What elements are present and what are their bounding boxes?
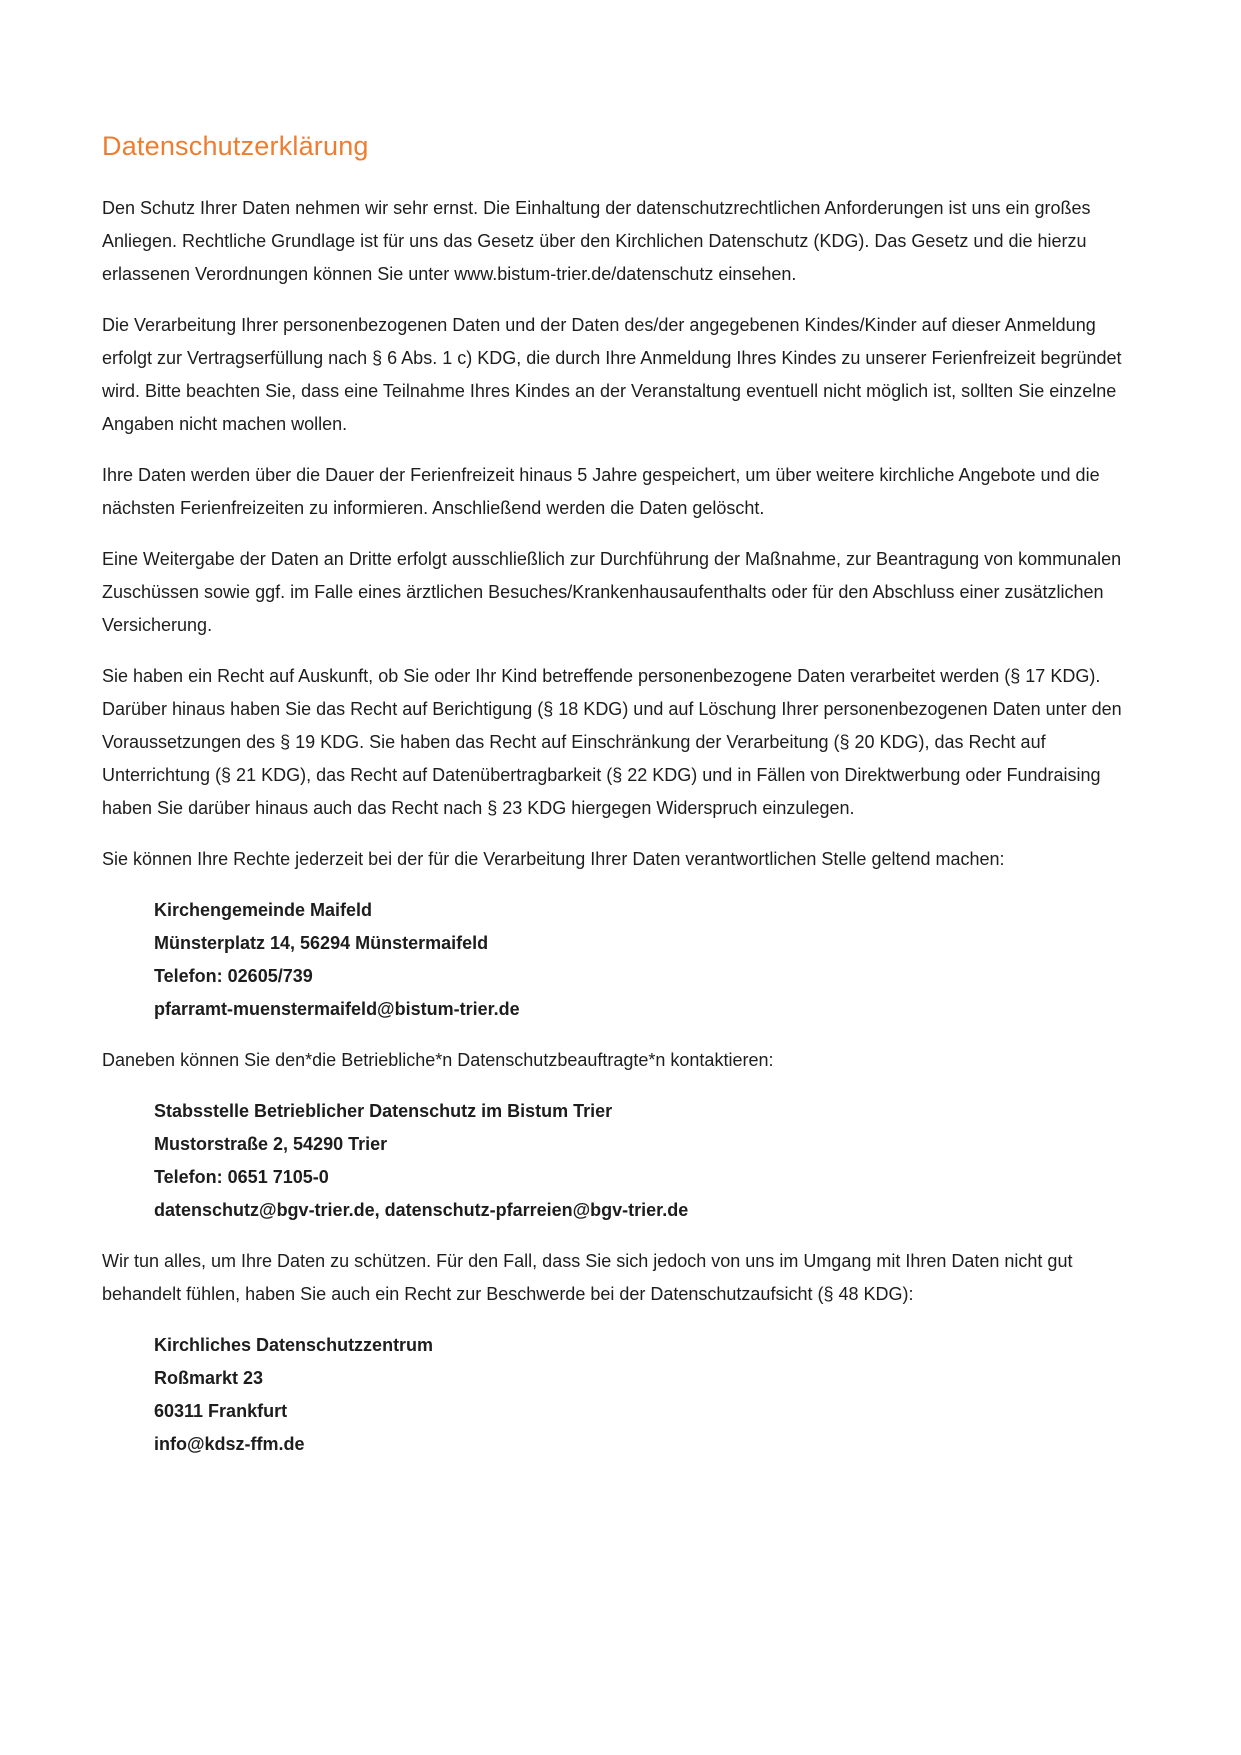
- contact-address: Mustorstraße 2, 54290 Trier: [154, 1134, 388, 1154]
- paragraph-intro: Den Schutz Ihrer Daten nehmen wir sehr ernst. Die Einhaltung der datenschutzrechtlichen Anforderungen ist uns ein großes Anliegen. Rechtliche Grundlage ist für uns das Gesetz über den Kirchlichen Datenschutz (KDG). Das Gesetz und die hierzu erlassenen Verordnungen können Sie unter www.bistum-trier.de/datenschutz einsehen.: [102, 198, 1091, 284]
- paragraph-rights: Sie haben ein Recht auf Auskunft, ob Sie oder Ihr Kind betreffende personenbezogene Daten verarbeitet werden (§ 17 KDG). Darüber hinaus haben Sie das Recht auf Berichtigung (§ 18 KDG) und auf Löschung Ihrer personenbezogenen Daten unter den Voraussetzungen des § 19 KDG. Sie haben das Recht auf Einschränkung der Verarbeitung (§ 20 KDG), das Recht auf Unterrichtung (§ 21 KDG), das Recht auf Datenübertragbarkeit (§ 22 KDG) und in Fällen von Direktwerbung oder Fundraising haben Sie darüber hinaus auch das Recht nach § 23 KDG hiergegen Widerspruch einzulegen.: [102, 666, 1122, 818]
- document-body: [102, 192, 1140, 1461]
- contact-name: Kirchengemeinde Maifeld: [154, 900, 373, 920]
- contact-phone: Telefon: 02605/739: [154, 966, 313, 986]
- page-title: Datenschutzerklärung: [102, 131, 369, 161]
- contact-email: datenschutz@bgv-trier.de, datenschutz-pfarreien@bgv-trier.de: [154, 1200, 689, 1220]
- contact-phone: Telefon: 0651 7105-0: [154, 1167, 329, 1187]
- contact-email: pfarramt-muenstermaifeld@bistum-trier.de: [154, 999, 520, 1019]
- contact-block-authority: [154, 1329, 1140, 1461]
- contact-block-dpo: [154, 1095, 1140, 1227]
- paragraph-retention: Ihre Daten werden über die Dauer der Ferienfreizeit hinaus 5 Jahre gespeichert, um über weitere kirchliche Angebote und die nächsten Ferienfreizeiten zu informieren. Anschließend werden die Daten gelöscht.: [102, 465, 1100, 518]
- paragraph-complaint: Wir tun alles, um Ihre Daten zu schützen. Für den Fall, dass Sie sich jedoch von uns im Umgang mit Ihren Daten nicht gut behandelt fühlen, haben Sie auch ein Recht zur Beschwerde bei der Datenschutzaufsicht (§ 48 KDG):: [102, 1251, 1073, 1304]
- contact-city: 60311 Frankfurt: [154, 1401, 288, 1421]
- paragraph-processing: Die Verarbeitung Ihrer personenbezogenen Daten und der Daten des/der angegebenen Kindes/Kinder auf dieser Anmeldung erfolgt zur Vertragserfüllung nach § 6 Abs. 1 c) KDG, die durch Ihre Anmeldung Ihres Kindes zu unserer Ferienfreizeit begründet wird. Bitte beachten Sie, dass eine Teilnahme Ihres Kindes an der Veranstaltung eventuell nicht möglich ist, sollten Sie einzelne Angaben nicht machen wollen.: [102, 315, 1122, 434]
- contact-name: Kirchliches Datenschutzzentrum: [154, 1335, 434, 1355]
- paragraph-exercise-rights: Sie können Ihre Rechte jederzeit bei der für die Verarbeitung Ihrer Daten verantwortlichen Stelle geltend machen:: [102, 849, 1005, 869]
- paragraph-dpo-intro: Daneben können Sie den*die Betriebliche*n Datenschutzbeauftragte*n kontaktieren:: [102, 1050, 774, 1070]
- contact-address: Münsterplatz 14, 56294 Münstermaifeld: [154, 933, 489, 953]
- contact-block-responsible: [154, 894, 1140, 1026]
- contact-address: Roßmarkt 23: [154, 1368, 264, 1388]
- contact-email: info@kdsz-ffm.de: [154, 1434, 305, 1454]
- contact-name: Stabsstelle Betrieblicher Datenschutz im Bistum Trier: [154, 1101, 613, 1121]
- paragraph-sharing: Eine Weitergabe der Daten an Dritte erfolgt ausschließlich zur Durchführung der Maßnahme, zur Beantragung von kommunalen Zuschüssen sowie ggf. im Falle eines ärztlichen Besuches/Krankenhausaufenthalts oder für den Abschluss einer zusätzlichen Versicherung.: [102, 549, 1122, 635]
